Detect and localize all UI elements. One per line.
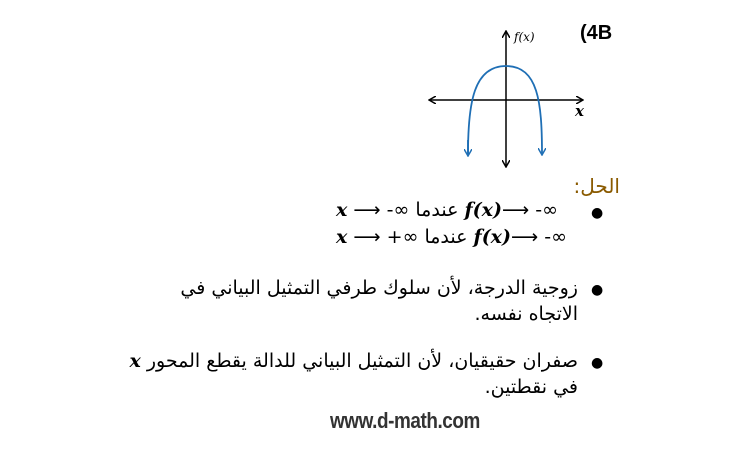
parabola-curve <box>468 66 542 154</box>
limit-2-func-arrow: ⟶ -∞ <box>511 226 567 248</box>
limit-1-var-arrow: ⟶ -∞ <box>353 199 410 221</box>
bullet-3-line-1-text: صفران حقيقيان، لأن التمثيل البياني للدالة يقطع المحور <box>146 350 578 372</box>
limit-1-word: عندما <box>415 199 459 221</box>
bullet-3-var: x <box>129 350 141 372</box>
function-graph <box>424 22 594 172</box>
bullet-3-text <box>129 348 578 400</box>
limit-2-var: x <box>336 226 348 248</box>
bullet-2-line-1: زوجية الدرجة، لأن سلوك طرفي التمثيل البياني في <box>180 277 578 299</box>
bullet-3-line-2: في نقطتين. <box>484 376 578 398</box>
website-footer: www.d-math.com <box>330 408 480 433</box>
bullet-3: ● <box>591 355 604 371</box>
bullet-2: ● <box>591 282 604 298</box>
solution-heading: الحل: <box>573 174 620 198</box>
x-axis-label: x <box>575 102 584 120</box>
problem-label: (4B <box>580 22 613 44</box>
limit-2-word: عندما <box>424 226 468 248</box>
limit-2-func: f(x) <box>473 226 511 248</box>
bullet-2-text <box>180 275 578 327</box>
bullet-1: ● <box>591 205 604 221</box>
bullet-3-line-1 <box>129 348 578 374</box>
limit-1-func: f(x) <box>464 199 502 221</box>
limit-2-var-arrow: ⟶ +∞ <box>353 226 419 248</box>
limit-1-var: x <box>336 199 348 221</box>
y-axis-label: f(x) <box>514 30 535 44</box>
limit-line-2 <box>336 226 567 248</box>
bullet-2-line-2: الاتجاه نفسه. <box>474 303 578 325</box>
limit-line-1 <box>336 199 558 221</box>
limit-1-func-arrow: ⟶ -∞ <box>501 199 558 221</box>
